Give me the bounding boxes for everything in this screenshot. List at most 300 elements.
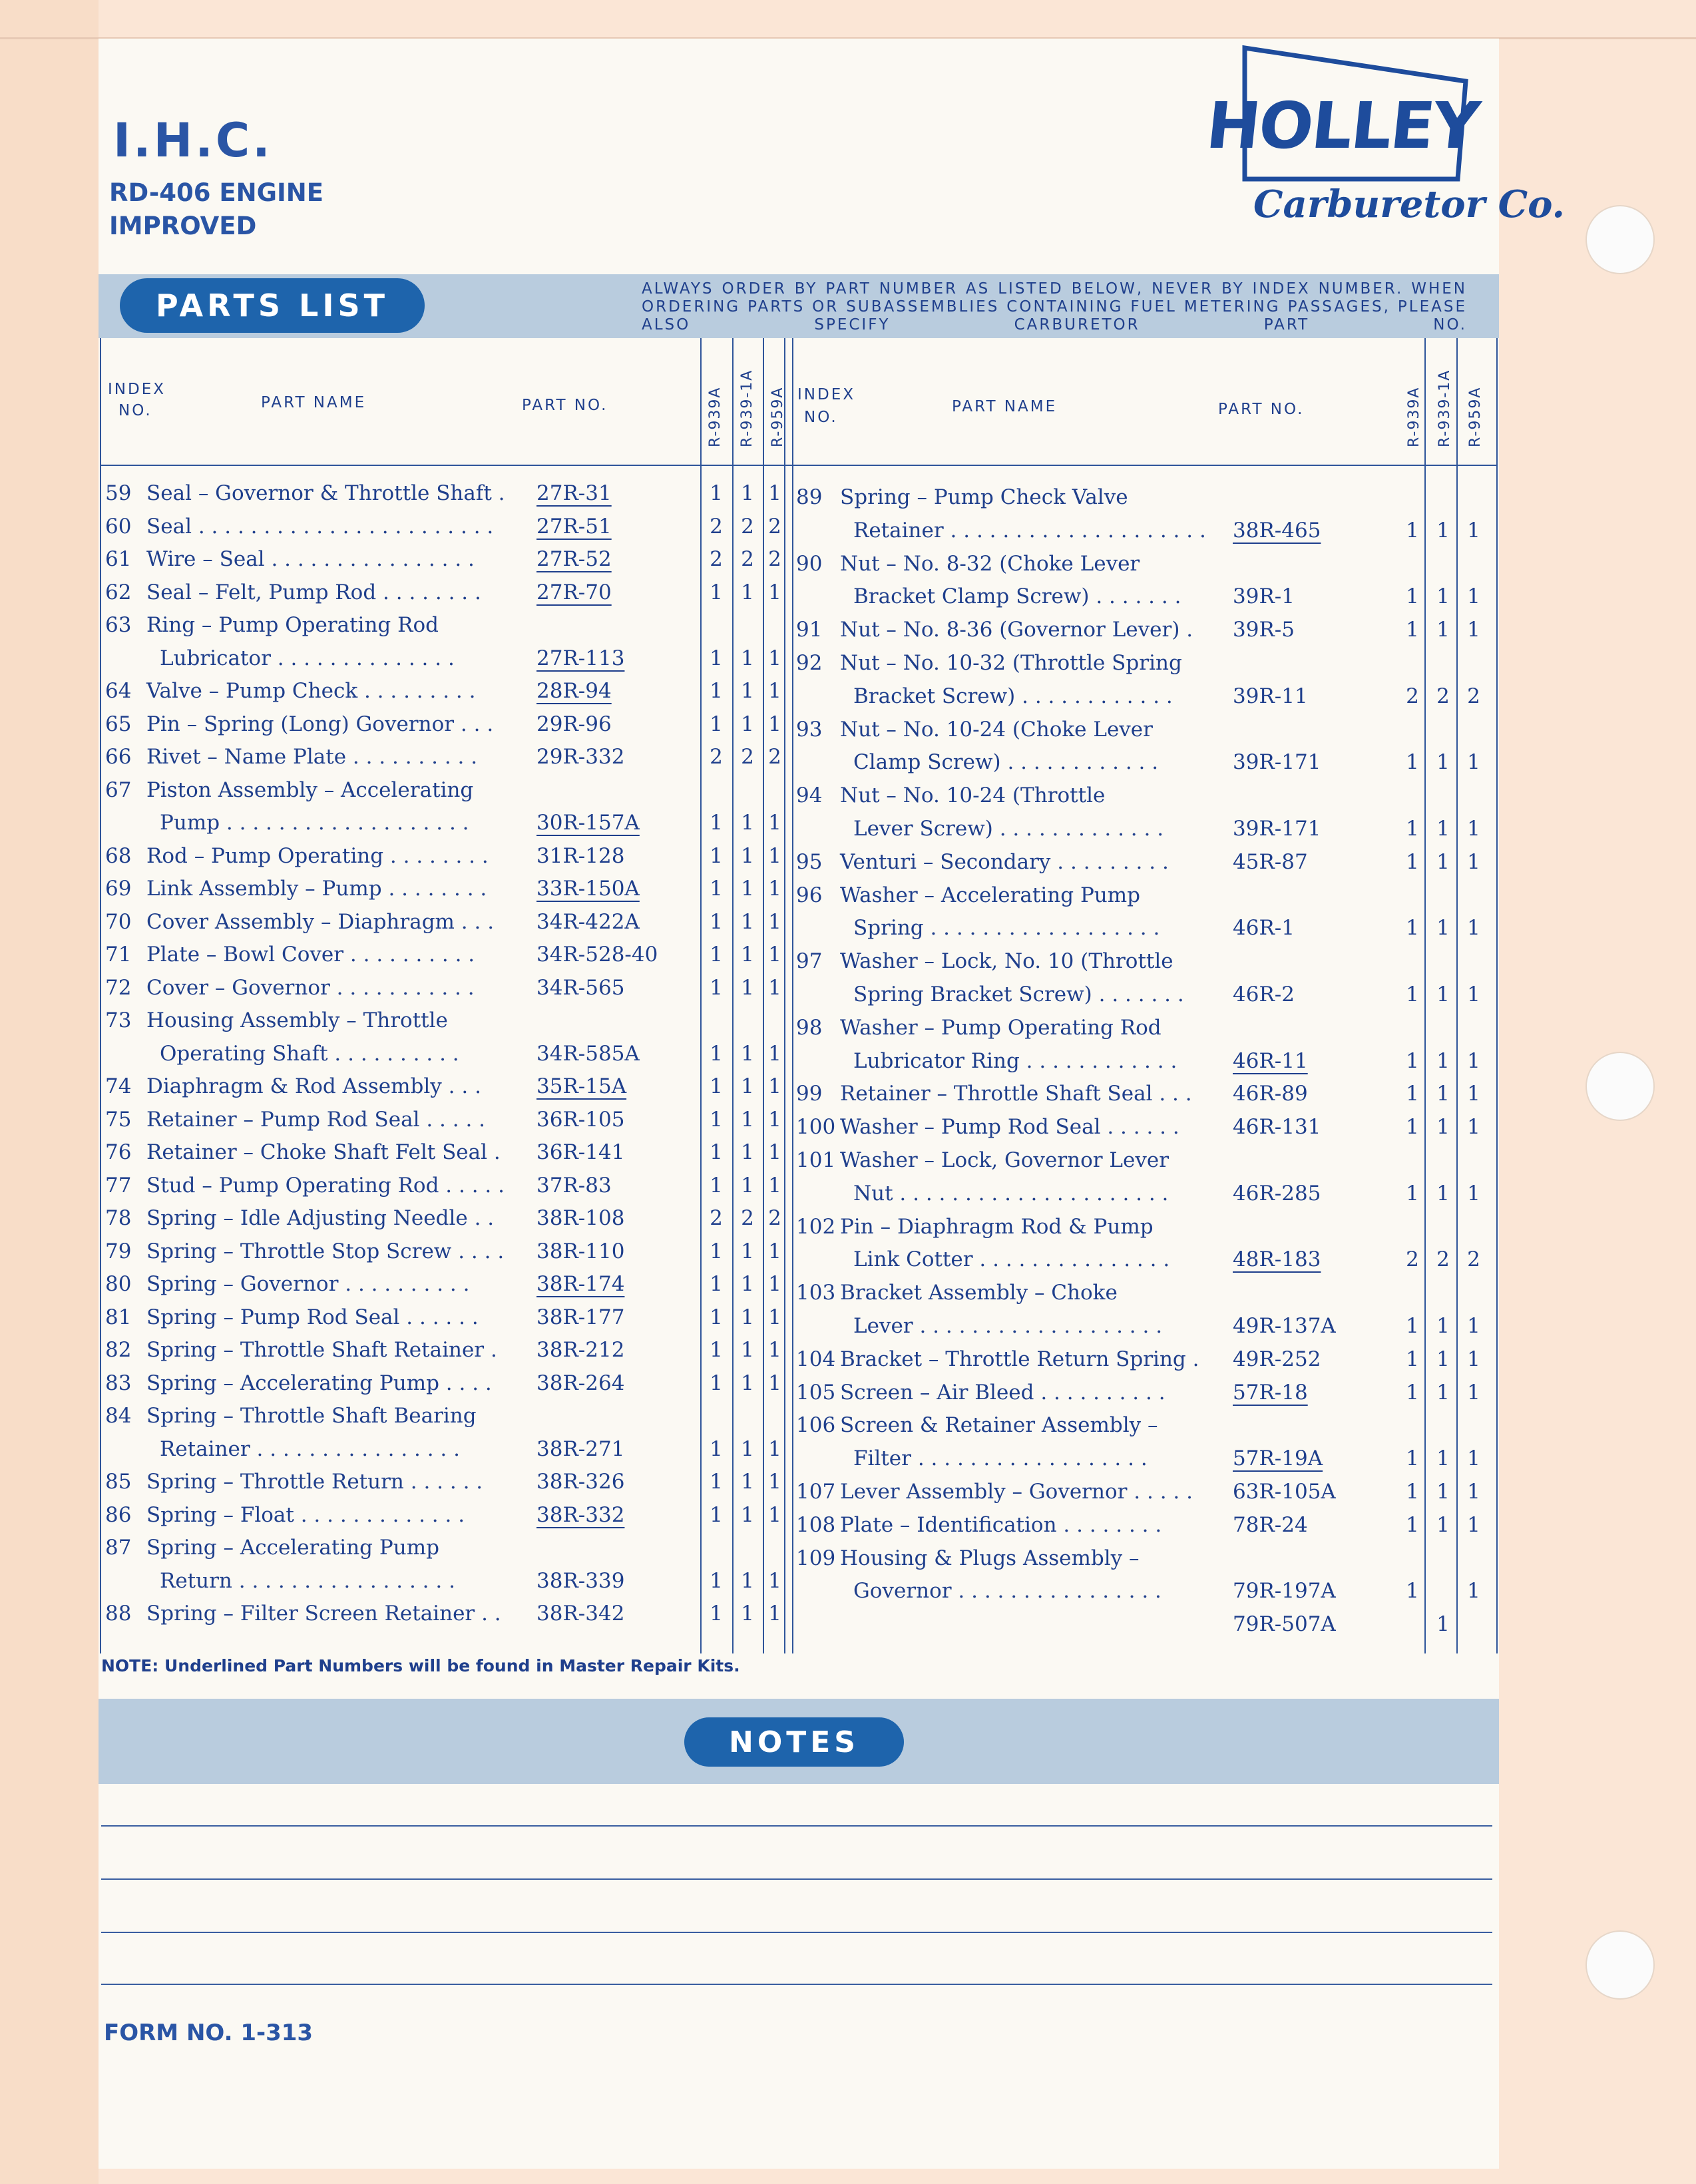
quantity-cell: 1 [741,679,754,703]
quantity-cell: 1 [1436,618,1450,642]
quantity-cell: 1 [741,1338,754,1362]
quantity-cell: 1 [768,1338,781,1362]
quantity-cell: 1 [710,1239,723,1263]
table-row [0,812,1696,845]
quantity-cell: 2 [768,745,781,769]
part-number: 39R-171 [1233,750,1321,775]
index-number: 69 [105,877,132,901]
table-row [0,1044,1696,1078]
index-number: 78 [105,1206,132,1230]
quantity-cell: 2 [710,547,723,571]
table-row [0,1508,1696,1542]
quantity-cell: 1 [768,580,781,604]
part-number: 39R-1 [1233,584,1295,609]
quantity-cell: 1 [1406,584,1419,609]
index-number: 71 [105,943,132,967]
quantity-cell: 1 [1406,750,1419,775]
quantity-cell: 1 [1436,849,1450,874]
quantity-cell: 1 [768,909,781,934]
quantity-cell: 2 [1406,684,1419,708]
quantity-cell: 1 [710,1502,723,1527]
part-name: Spring – Throttle Stop Screw . . . . [146,1239,505,1263]
quantity-cell: 1 [1467,1579,1480,1604]
logo-script: Carburetor Co. [1253,182,1566,226]
quantity-cell: 1 [1467,817,1480,841]
index-number: 64 [105,679,132,703]
quantity-cell: 1 [1436,1380,1450,1405]
quantity-cell: 1 [768,811,781,835]
quantity-cell: 2 [1467,1247,1480,1272]
table-row [0,911,1696,945]
quantity-cell: 2 [768,1206,781,1230]
index-number: 92 [796,651,823,675]
part-name: Pump . . . . . . . . . . . . . . . . . . . [160,811,469,835]
part-name: Bracket Screw) . . . . . . . . . . . . [853,684,1173,708]
quantity-cell: 1 [741,1502,754,1527]
part-number: 28R-94 [536,679,612,703]
quantity-cell: 1 [741,1305,754,1329]
index-number: 84 [105,1404,132,1428]
quantity-cell: 1 [1467,1347,1480,1371]
index-number: 99 [796,1082,823,1106]
quantity-cell: 1 [768,975,781,1000]
part-name: Spring Bracket Screw) . . . . . . . [853,983,1184,1006]
quantity-cell: 1 [768,646,781,670]
index-number: 106 [796,1413,836,1438]
quantity-cell: 2 [1436,684,1450,708]
index-number: 101 [796,1148,836,1172]
quantity-cell: 1 [1406,518,1419,543]
index-number: 88 [105,1602,132,1626]
quantity-cell: 1 [741,877,754,901]
part-name: Spring – Accelerating Pump [146,1536,439,1560]
part-name: Housing Assembly – Throttle [146,1008,448,1032]
quantity-cell: 1 [741,1173,754,1198]
table-row [0,978,1696,1011]
model-r959a-header: R-959A [1467,386,1484,447]
quantity-cell: 1 [1406,849,1419,874]
part-name: Nut – No. 10-24 (Choke Lever [840,717,1153,742]
part-number: 38R-174 [536,1272,625,1296]
quantity-cell: 1 [1436,1480,1450,1504]
parts-list-label: PARTS LIST [120,278,425,333]
part-name: Plate – Bowl Cover . . . . . . . . . . [146,943,475,967]
quantity-cell: 1 [710,943,723,967]
quantity-cell: 1 [710,712,723,736]
quantity-cell: 1 [1436,1181,1450,1205]
index-number: 97 [796,949,823,974]
index-number: 60 [105,514,132,539]
quantity-cell: 1 [1406,983,1419,1006]
table-row [0,879,1696,912]
part-number: 36R-141 [536,1140,625,1164]
table-row [0,1210,1696,1243]
quantity-cell: 2 [1436,1247,1450,1272]
part-number: 46R-285 [1233,1181,1321,1205]
holley-logo [1203,43,1566,226]
quantity-cell: 2 [710,514,723,539]
part-number: 48R-183 [1233,1247,1321,1272]
part-number: 79R-507A [1233,1612,1336,1637]
quantity-cell: 1 [741,1041,754,1066]
part-name: Bracket Clamp Screw) . . . . . . . [853,584,1181,609]
index-number: 94 [796,783,823,808]
quantity-cell: 1 [1467,849,1480,874]
quantity-cell: 1 [1406,817,1419,841]
part-number: 39R-5 [1233,618,1295,642]
part-number: 38R-339 [536,1568,625,1593]
quantity-cell: 1 [710,1173,723,1198]
part-name: Nut – No. 10-24 (Throttle [840,783,1106,808]
part-number: 45R-87 [1233,849,1308,874]
table-row [0,1077,1696,1110]
quantity-cell: 1 [1436,1612,1450,1637]
index-number: 95 [796,849,823,874]
table-row [0,1309,1696,1343]
part-name: Spring – Pump Check Valve [840,485,1128,509]
part-name-header: PART NAME [261,394,367,411]
part-number: 38R-465 [1233,518,1321,543]
table-row [0,1409,1696,1442]
part-number: 34R-528-40 [536,943,658,967]
quantity-cell: 1 [710,1140,723,1164]
repair-kit-note: NOTE: Underlined Part Numbers will be found in Master Repair Kits. [101,1656,740,1675]
part-number: 46R-11 [1233,1048,1308,1073]
quantity-cell: 1 [741,1140,754,1164]
quantity-cell: 1 [1406,618,1419,642]
model-r939-1a-header: R-939-1A [1436,369,1453,447]
quantity-cell: 1 [768,481,781,505]
quantity-cell: 1 [741,843,754,868]
part-name: Nut – No. 8-36 (Governor Lever) . [840,618,1193,642]
quantity-cell: 1 [710,580,723,604]
quantity-cell: 1 [768,679,781,703]
index-number: 100 [796,1115,836,1140]
quantity-cell: 1 [1436,584,1450,609]
index-number: 86 [105,1502,132,1527]
part-name: Screen – Air Bleed . . . . . . . . . . [840,1380,1166,1405]
index-number: 67 [105,777,132,802]
part-number: 27R-31 [536,481,612,505]
part-name: Stud – Pump Operating Rod . . . . . [146,1173,505,1198]
index-number: 79 [105,1239,132,1263]
index-number: 105 [796,1380,836,1405]
part-name: Washer – Lock, Governor Lever [840,1148,1169,1172]
quantity-cell: 1 [710,1107,723,1132]
quantity-cell: 1 [710,1568,723,1593]
quantity-cell: 1 [1406,1512,1419,1537]
quantity-cell: 1 [1406,1115,1419,1140]
index-number: 82 [105,1338,132,1362]
quantity-cell: 1 [1406,1181,1419,1205]
notes-rule [101,1825,1492,1827]
quantity-cell: 1 [1406,1446,1419,1471]
part-number: 34R-422A [536,909,640,934]
part-number: 34R-565 [536,975,625,1000]
quantity-cell: 1 [1467,1082,1480,1106]
table-row [0,779,1696,812]
quantity-cell: 1 [741,909,754,934]
quantity-cell: 1 [741,1436,754,1461]
part-name-header: PART NAME [952,398,1058,415]
quantity-cell: 1 [768,1140,781,1164]
part-name: Washer – Lock, No. 10 (Throttle [840,949,1173,974]
part-name: Rivet – Name Plate . . . . . . . . . . [146,745,478,769]
notes-rule [101,1984,1492,1985]
quantity-cell: 1 [768,1272,781,1296]
notes-rule [101,1878,1492,1880]
table-row [0,945,1696,978]
index-number: 62 [105,580,132,604]
part-name: Nut – No. 10-32 (Throttle Spring [840,651,1182,675]
part-name: Washer – Pump Operating Rod [840,1015,1162,1040]
index-number: 81 [105,1305,132,1329]
part-number: 39R-11 [1233,684,1308,708]
order-instructions: ALWAYS ORDER BY PART NUMBER AS LISTED BELOW, NEVER BY INDEX NUMBER. WHEN ORDERING PARTS OR SUBASSEMBLIES CONTAINING FUEL METERING PASSAGES, PLEASE ALSO SPECIFY CARBURETOR PART NO. [642,280,1467,333]
engine-model: RD-406 ENGINE [109,178,323,207]
part-name: Cover Assembly – Diaphragm . . . [146,909,495,934]
part-number: 63R-105A [1233,1480,1336,1504]
index-number: 75 [105,1107,132,1132]
quantity-cell: 1 [1467,1512,1480,1537]
quantity-cell: 2 [741,514,754,539]
part-number: 46R-2 [1233,983,1295,1006]
header-rule [100,465,1498,466]
quantity-cell: 1 [768,877,781,901]
part-number: 27R-113 [536,646,625,670]
quantity-cell: 1 [741,1568,754,1593]
part-name: Venturi – Secondary . . . . . . . . . [840,849,1169,874]
part-name: Spring – Idle Adjusting Needle . . [146,1206,495,1230]
quantity-cell: 1 [741,811,754,835]
binder-hole-bottom [1586,1930,1655,2000]
part-number: 38R-110 [536,1239,625,1263]
quantity-cell: 1 [768,1602,781,1626]
part-number: 38R-264 [536,1371,625,1395]
part-name: Clamp Screw) . . . . . . . . . . . . [853,750,1159,775]
index-number: 98 [796,1015,823,1040]
quantity-cell: 1 [1436,916,1450,941]
quantity-cell: 1 [1406,1380,1419,1405]
quantity-cell: 1 [741,1371,754,1395]
index-number: 109 [796,1546,836,1570]
part-name: Nut – No. 8-32 (Choke Lever [840,551,1140,576]
quantity-cell: 1 [1436,518,1450,543]
quantity-cell: 1 [1436,817,1450,841]
part-number: 57R-19A [1233,1446,1323,1471]
part-name: Lever . . . . . . . . . . . . . . . . . . . [853,1314,1163,1338]
table-row [0,1343,1696,1376]
logo-brand: HOLLEY [1203,89,1482,163]
quantity-cell: 1 [1436,1082,1450,1106]
quantity-cell: 2 [1406,1247,1419,1272]
index-number: 108 [796,1512,836,1537]
quantity-cell: 1 [1467,618,1480,642]
part-name: Nut . . . . . . . . . . . . . . . . . . . . . [853,1181,1169,1205]
part-name: Lubricator . . . . . . . . . . . . . . [160,646,455,670]
quantity-cell: 1 [1467,1480,1480,1504]
quantity-cell: 1 [741,481,754,505]
part-number: 79R-197A [1233,1579,1336,1604]
quantity-cell: 1 [768,1173,781,1198]
quantity-cell: 1 [741,646,754,670]
part-name: Retainer . . . . . . . . . . . . . . . . . . . . [853,518,1206,543]
part-name: Operating Shaft . . . . . . . . . . [160,1041,459,1066]
quantity-cell: 1 [710,1602,723,1626]
quantity-cell: 1 [1467,1446,1480,1471]
quantity-cell: 1 [741,1239,754,1263]
quantity-cell: 1 [710,481,723,505]
table-row [0,680,1696,713]
quantity-cell: 1 [1467,1314,1480,1338]
part-name: Spring – Pump Rod Seal . . . . . . [146,1305,479,1329]
part-name: Retainer – Pump Rod Seal . . . . . [146,1107,486,1132]
quantity-cell: 1 [1436,1314,1450,1338]
part-number: 38R-108 [536,1206,625,1230]
part-name: Lever Screw) . . . . . . . . . . . . . [853,817,1164,841]
part-number: 38R-332 [536,1502,625,1527]
part-number: 46R-89 [1233,1082,1308,1106]
index-number: 104 [796,1347,836,1371]
part-name: Diaphragm & Rod Assembly . . . [146,1074,481,1098]
model-r939-1a-header: R-939-1A [739,369,755,447]
quantity-cell: 1 [741,943,754,967]
part-name: Valve – Pump Check . . . . . . . . . [146,679,476,703]
quantity-cell: 1 [710,909,723,934]
quantity-cell: 1 [1436,1512,1450,1537]
part-number: 57R-18 [1233,1380,1308,1405]
model-r939a-header: R-939A [1406,386,1422,447]
table-row [0,514,1696,547]
quantity-cell: 1 [768,1074,781,1098]
form-number: FORM NO. 1-313 [104,2020,314,2046]
model-r939a-header: R-939A [707,386,724,447]
quantity-cell: 1 [1406,1480,1419,1504]
table-row [0,1144,1696,1177]
quantity-cell: 1 [1406,916,1419,941]
table-row [0,1475,1696,1508]
quantity-cell: 1 [710,1074,723,1098]
quantity-cell: 1 [768,1239,781,1263]
part-number: 38R-271 [536,1436,625,1461]
part-name: Spring – Float . . . . . . . . . . . . . [146,1502,465,1527]
quantity-cell: 1 [1436,1446,1450,1471]
quantity-cell: 1 [1436,1347,1450,1371]
index-header-no: NO. [118,402,152,419]
quantity-cell: 1 [1406,1579,1419,1604]
part-name: Seal – Felt, Pump Rod . . . . . . . . [146,580,481,604]
quantity-cell: 2 [768,547,781,571]
index-header: INDEX [797,386,855,403]
part-name: Filter . . . . . . . . . . . . . . . . . . [853,1446,1148,1471]
quantity-cell: 2 [741,1206,754,1230]
quantity-cell: 1 [768,1041,781,1066]
part-number: 29R-96 [536,712,612,736]
part-number: 39R-171 [1233,817,1321,841]
table-row [0,1442,1696,1475]
part-name: Spring – Throttle Shaft Retainer . [146,1338,497,1362]
part-number: 46R-1 [1233,916,1295,941]
model-r959a-header: R-959A [769,386,786,447]
quantity-cell: 1 [710,1272,723,1296]
table-row [0,1276,1696,1309]
quantity-cell: 1 [1467,584,1480,609]
quantity-cell: 1 [710,1470,723,1494]
part-name: Housing & Plugs Assembly – [840,1546,1140,1570]
part-no-header: PART NO. [522,397,608,414]
part-name: Governor . . . . . . . . . . . . . . . . [853,1579,1162,1604]
quantity-cell: 1 [710,679,723,703]
part-number: 35R-15A [536,1074,627,1098]
quantity-cell: 1 [1467,1380,1480,1405]
index-header-no: NO. [804,409,838,426]
index-number: 68 [105,843,132,868]
index-number: 59 [105,481,132,505]
table-row [0,1376,1696,1409]
table-row [0,1542,1696,1575]
quantity-cell: 1 [768,712,781,736]
quantity-cell: 1 [741,580,754,604]
part-name: Rod – Pump Operating . . . . . . . . [146,843,489,868]
part-number: 38R-177 [536,1305,625,1329]
quantity-cell: 1 [1467,1048,1480,1073]
quantity-cell: 2 [741,745,754,769]
quantity-cell: 1 [710,1305,723,1329]
table-row [0,547,1696,580]
part-name: Piston Assembly – Accelerating [146,777,474,802]
table-row [0,580,1696,613]
quantity-cell: 1 [1406,1082,1419,1106]
table-row [0,1011,1696,1044]
part-name: Pin – Spring (Long) Governor . . . [146,712,494,736]
index-number: 73 [105,1008,132,1032]
index-number: 66 [105,745,132,769]
part-name: Pin – Diaphragm Rod & Pump [840,1214,1154,1239]
quantity-cell: 1 [710,1041,723,1066]
part-number: 78R-24 [1233,1512,1308,1537]
quantity-cell: 1 [710,877,723,901]
part-name: Bracket – Throttle Return Spring . [840,1347,1199,1371]
index-number: 63 [105,613,132,637]
part-number: 38R-212 [536,1338,625,1362]
part-no-header: PART NO. [1218,401,1305,418]
quantity-cell: 1 [1436,1115,1450,1140]
part-name: Seal . . . . . . . . . . . . . . . . . . . . . . . [146,514,494,539]
quantity-cell: 1 [710,843,723,868]
quantity-cell: 1 [768,1568,781,1593]
quantity-cell: 1 [741,1602,754,1626]
part-number: 27R-70 [536,580,612,604]
index-number: 107 [796,1480,836,1504]
quantity-cell: 1 [1406,1314,1419,1338]
part-number: 49R-252 [1233,1347,1321,1371]
quantity-cell: 2 [1467,684,1480,708]
index-number: 102 [796,1214,836,1239]
binder-hole-top [1586,205,1655,274]
quantity-cell: 1 [741,1470,754,1494]
quantity-cell: 1 [710,811,723,835]
part-name: Spring – Accelerating Pump . . . . [146,1371,492,1395]
index-number: 96 [796,883,823,907]
part-name: Bracket Assembly – Choke [840,1281,1118,1305]
part-name: Lubricator Ring . . . . . . . . . . . . [853,1048,1177,1073]
quantity-cell: 1 [741,1074,754,1098]
index-number: 91 [796,618,823,642]
table-row [0,481,1696,514]
part-number: 30R-157A [536,811,640,835]
quantity-cell: 1 [1467,916,1480,941]
index-number: 77 [105,1173,132,1198]
